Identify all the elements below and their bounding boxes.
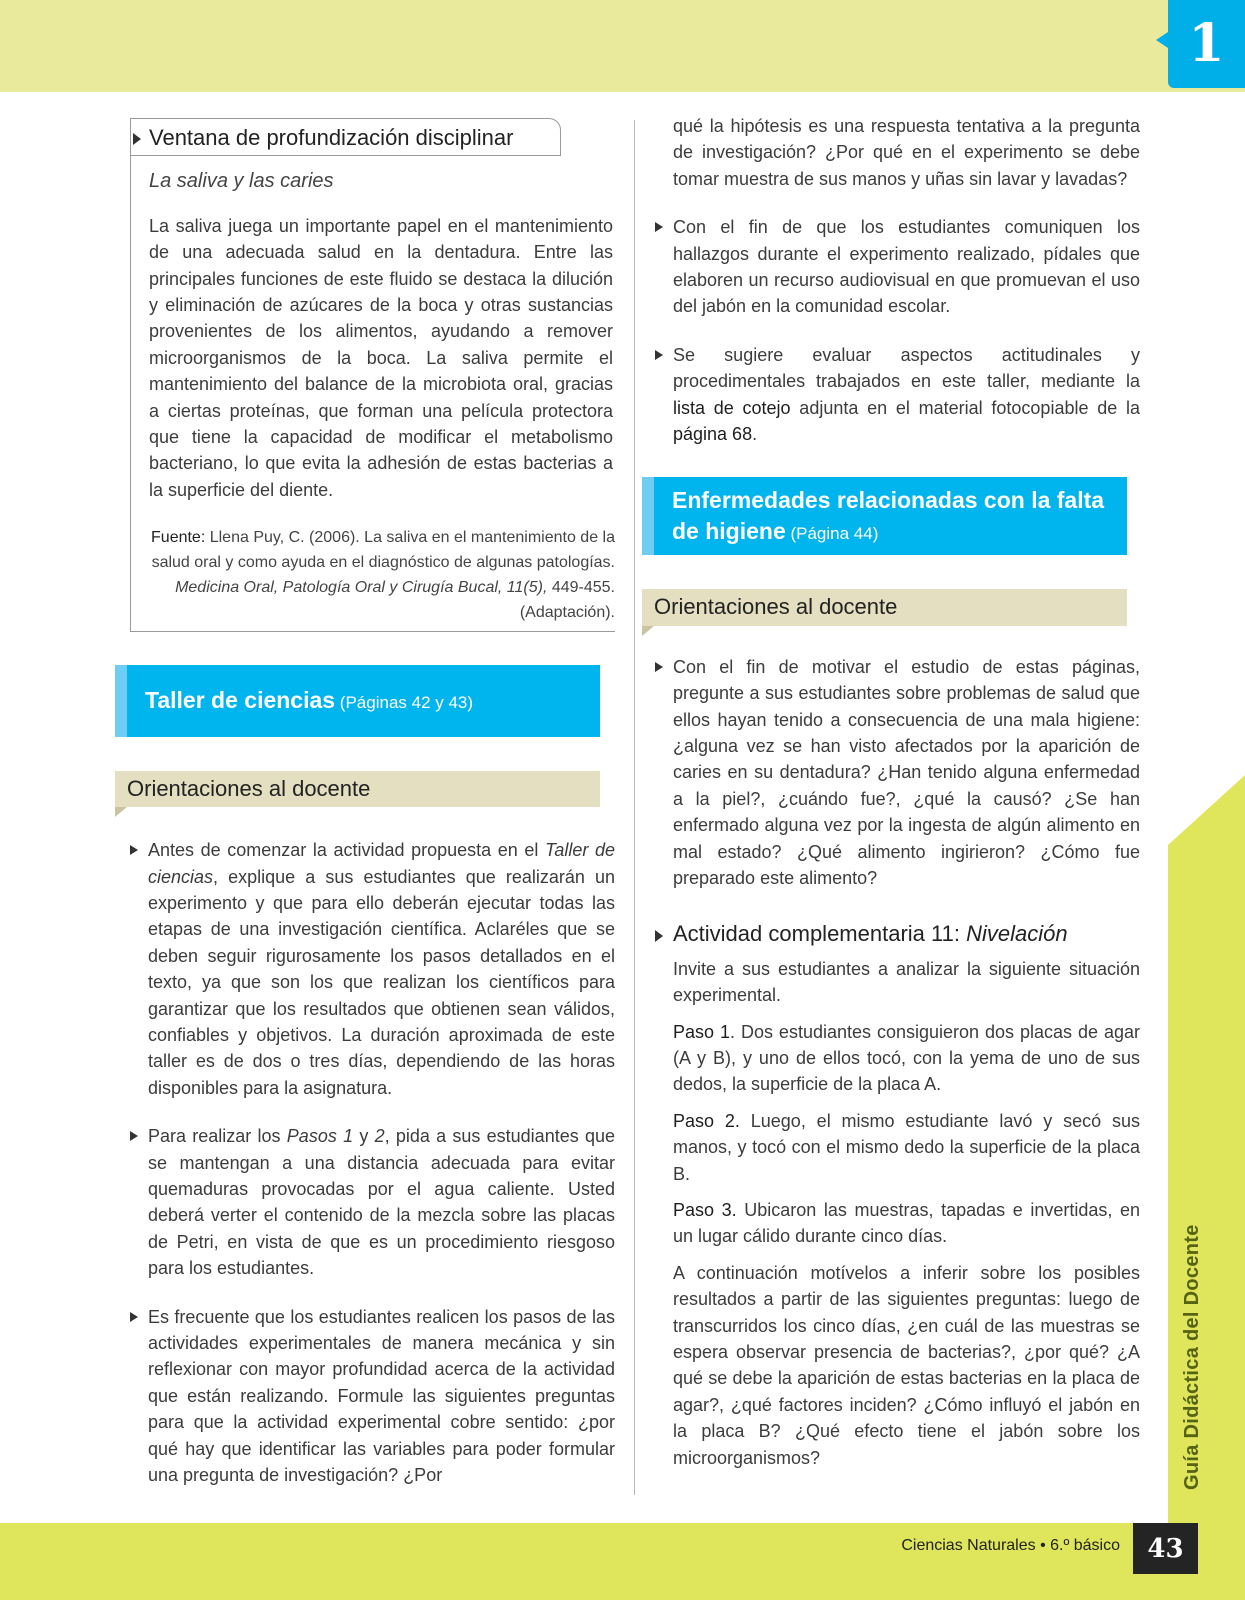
right-column (655, 113, 1140, 1471)
bullet-reflexion (130, 1304, 615, 1489)
bullet-taller-intro (130, 837, 615, 1101)
chapter-tab (1168, 0, 1245, 88)
step-label: Paso 3. (673, 1200, 737, 1220)
activity-step-3 (655, 1197, 1140, 1250)
activity-title (655, 921, 1140, 947)
ventana-body: La saliva juega un importante papel en el mantenimiento de una adecuada salud en la dentadura. Entre las principales funciones de este fluido se destaca la dilución y eliminación de azúcares de la boca y otras sustancias provenientes de los alimentos, ayudando a remover microorganismos de la boca. La saliva permite el mantenimiento del balance de la microbiota oral, gracias a ciertas proteínas, que forman una película protectora que tiene la capacidad de modificar el metabolismo bacteriano, lo que evita la adhesión de estas bacterias a la superficie del diente. (149, 215, 613, 500)
taller-header (115, 665, 600, 736)
bullet-text: . (752, 424, 758, 445)
source-label: Fuente: (151, 529, 206, 547)
activity-level: Nivelación (966, 921, 1068, 947)
taller-title: Taller de ciencias (145, 687, 336, 714)
ventana-subtitle: La saliva y las caries (149, 170, 334, 193)
activity-step-1 (655, 1019, 1140, 1098)
page-number: 43 (1147, 1533, 1184, 1564)
bullet-text: y (353, 1126, 375, 1147)
enfermedades-title: Enfermedades relacionadas con la falta de higiene (672, 487, 1105, 544)
bullet-text: adjunta en el material fotocopiable de la (790, 397, 1140, 418)
ventana-source (139, 525, 615, 625)
step-label: Paso 2. (673, 1110, 740, 1131)
activity-intro: Invite a sus estudiantes a analizar la siguiente situación experimental. (673, 958, 1140, 1006)
continued-text: qué la hipótesis es una respuesta tentativa a la pregunta de investigación? ¿Por qué en el experimento se debe tomar muestra de sus manos y uñas sin lavar y lavadas? (673, 116, 1140, 189)
triangle-bullet-icon (130, 1131, 138, 1141)
bullet-text: , pida a sus estudiantes que se mantengan a una distancia adecuada para evitar quemaduras provocadas por el agua caliente. Usted deberá verter el contenido de la mezcla sobre las placas de Petri, en vista de que es un procedimiento riesgoso para los estudiantes. (148, 1126, 615, 1279)
chapter-number: 1 (1188, 13, 1225, 74)
source-end: 449-455. (Adaptación). (519, 579, 615, 622)
bullet-emphasis: Pasos 1 (286, 1126, 354, 1147)
bullet-evaluar (655, 342, 1140, 448)
bullet-motivar (655, 654, 1140, 892)
footer-subject: Ciencias Naturales • 6.º básico (901, 1537, 1120, 1554)
link-pagina-68: página 68 (673, 424, 753, 445)
bullet-text: Con el fin de que los estudiantes comuniquen los hallazgos durante el experimento realizado, pídales que elaboren un recurso audiovisual en que promuevan el uso del jabón en la comunidad escolar. (673, 217, 1140, 317)
triangle-bullet-icon (655, 350, 663, 360)
ventana-title-text: Ventana de profundización disciplinar (149, 125, 514, 150)
enfermedades-pages: (Página 44) (785, 523, 879, 543)
taller-pages: (Páginas 42 y 43) (335, 693, 474, 713)
activity-title-text: Actividad complementaria 11: (673, 921, 967, 947)
bottom-band (0, 1523, 1245, 1600)
left-bullets (130, 837, 615, 1488)
step-label: Paso 1 (673, 1021, 730, 1042)
bullet-pasos (130, 1123, 615, 1281)
source-text: Llena Puy, C. (2006). La saliva en el mantenimiento de la salud oral y como ayuda en el diagnóstico de algunas patologías. (151, 529, 615, 572)
bullet-comunicar (655, 214, 1140, 320)
page-number-box (1133, 1523, 1198, 1574)
bullet-text: Es frecuente que los estudiantes realicen los pasos de las actividades experimentales de manera mecánica y sin reflexionar con mayor profundidad acerca de la actividad que están realizando. Formule las siguientes preguntas para que la actividad experimental cobre sentido: ¿por qué hay que identificar las variables para poder formular una pregunta de investigación? ¿Por (148, 1306, 615, 1486)
link-lista-cotejo: lista de cotejo (673, 397, 791, 418)
triangle-bullet-icon (130, 1312, 138, 1322)
step-text: Ubicaron las muestras, tapadas e invertidas, en un lugar cálido durante cinco días. (673, 1200, 1140, 1247)
triangle-bullet-icon (133, 133, 141, 145)
bullet-emphasis: 2 (374, 1126, 385, 1147)
ventana-box (130, 118, 615, 632)
left-column (127, 118, 615, 1488)
enfermedades-header (642, 477, 1127, 555)
bullet-text: Con el fin de motivar el estudio de estas páginas, pregunte a sus estudiantes sobre problemas de salud que ellos hayan tenido a consecuencia de una mala higiene: ¿alguna vez se han visto afectados por la aparición de caries en su dentadura? ¿Han tenido alguna enfermedad a la piel?, ¿cuándo fue?, ¿qué la causó? ¿Se han enfermado alguna vez por la ingesta de algún alimento en mal estado? ¿Qué alimento ingirieron? ¿Cómo fue preparado este alimento? (673, 656, 1140, 888)
side-title: Guía Didáctica del Docente (1181, 1224, 1203, 1490)
top-band (0, 0, 1245, 92)
bullet-text: Para realizar los (148, 1126, 287, 1147)
triangle-bullet-icon (655, 662, 663, 672)
activity-closing: A continuación motívelos a inferir sobre los posibles resultados a partir de las siguientes preguntas: luego de transcurridos los cinco días, ¿en cuál de las muestras se espera observar presencia de bacterias?, ¿por qué? ¿A qué se debe la aparición de estas bacterias en la placa de agar?, ¿qué factores inciden? ¿Cómo influyó el jabón en la placa B? ¿Qué efecto tiene el jabón sobre los microorganismos? (673, 1262, 1140, 1468)
triangle-bullet-icon (130, 845, 138, 855)
bullet-text: Se sugiere evaluar aspectos actitudinales y procedimentales trabajados en este taller, mediante la (673, 344, 1140, 392)
activity-step-2 (655, 1108, 1140, 1187)
ventana-title (131, 118, 561, 156)
bullet-emphasis: Taller de ciencias (148, 840, 615, 887)
step-text: . Dos estudiantes consiguieron dos placas de agar (A y B), y uno de ellos tocó, con la yema de uno de sus dedos, la superficie de la placa A. (673, 1021, 1140, 1095)
triangle-bullet-icon (655, 222, 663, 232)
orientaciones-header-left: Orientaciones al docente (115, 771, 600, 807)
column-divider (634, 120, 635, 1495)
source-journal: Medicina Oral, Patología Oral y Cirugía Bucal, 11(5), (175, 579, 548, 597)
bullet-text: Antes de comenzar la actividad propuesta en el (148, 840, 546, 861)
bullet-text: , explique a sus estudiantes que realizarán un experimento y que para ello deberán ejecutar todas las etapas de una investigación científica. Aclaréles que se deben seguir rigurosamente los pasos detallados en el texto, ya que son los que realizan los científicos para garantizar que los resultados que obtienen sean válidos, confiables y objetivos. La duración aproximada de este taller es de dos o tres días, dependiendo de las horas disponibles para la asignatura. (148, 866, 615, 1098)
orientaciones-header-right: Orientaciones al docente (642, 589, 1127, 625)
step-text: Luego, el mismo estudiante lavó y secó sus manos, y tocó con el mismo dedo la superficie de la placa B. (673, 1110, 1140, 1184)
triangle-bullet-icon (655, 930, 663, 942)
side-band (1168, 775, 1245, 1525)
